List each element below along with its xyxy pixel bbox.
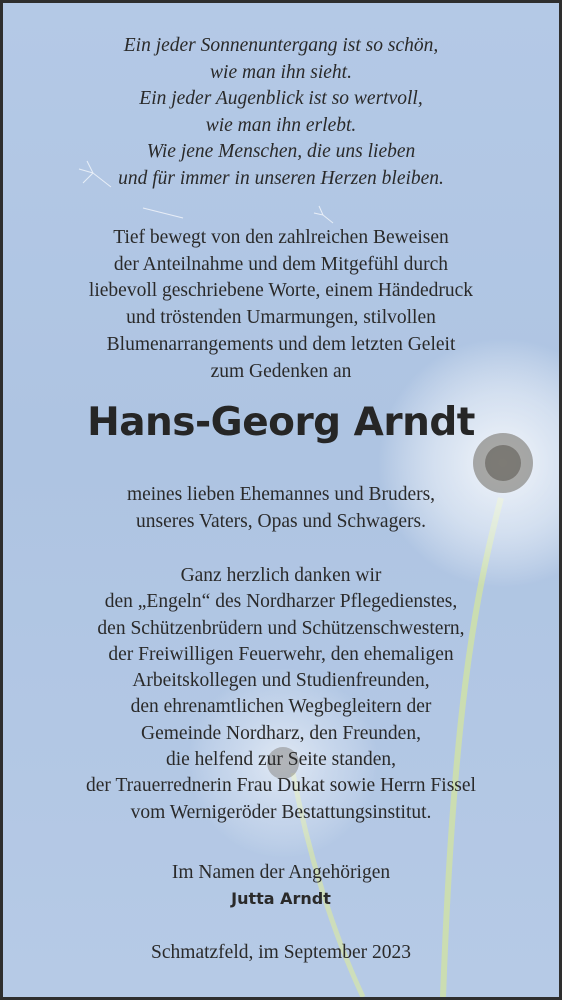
signature-line: Im Namen der Angehörigen bbox=[171, 862, 391, 883]
thanks-line: den ehrenamtlichen Wegbegleitern der bbox=[130, 696, 432, 718]
signature-name: Jutta Arndt bbox=[231, 889, 331, 908]
poem bbox=[3, 33, 559, 192]
thanks-line: den „Engeln“ des Nordharzer Pflegedienstes, bbox=[104, 591, 458, 613]
intro-line: Tief bewegt von den zahlreichen Beweisen bbox=[113, 227, 449, 248]
intro-line: zum Gedenken an bbox=[210, 360, 352, 382]
intro-text bbox=[3, 225, 559, 385]
thanks-line: Gemeinde Nordharz, den Freunden, bbox=[141, 722, 421, 744]
thanks-line: Ganz herzlich danken wir bbox=[180, 565, 382, 586]
thanks-line: der Freiwilligen Feuerwehr, den ehemaligen bbox=[108, 643, 454, 665]
thanks-line: vom Wernigeröder Bestattungsinstitut. bbox=[130, 801, 432, 823]
relation-line: meines lieben Ehemannes und Bruders, bbox=[126, 484, 436, 505]
thanks-line: der Trauerrednerin Frau Dukat sowie Herrn Fissel bbox=[86, 775, 476, 797]
thanks-line: den Schützenbrüdern und Schützenschwestern, bbox=[97, 617, 465, 639]
signature-block bbox=[3, 860, 559, 912]
poem-line: wie man ihn sieht. bbox=[210, 61, 352, 83]
poem-line: Ein jeder Augenblick ist so wertvoll, bbox=[139, 88, 423, 109]
relation-text bbox=[3, 482, 559, 535]
relation-line: unseres Vaters, Opas und Schwagers. bbox=[136, 510, 426, 532]
poem-line: und für immer in unseren Herzen bleiben. bbox=[118, 167, 444, 189]
intro-line: und tröstenden Umarmungen, stilvollen bbox=[126, 307, 436, 329]
intro-line: Blumenarrangements und dem letzten Geleit bbox=[106, 333, 456, 355]
deceased-name: Hans-Georg Arndt bbox=[87, 400, 475, 445]
thanks-line: Arbeitskollegen und Studienfreunden, bbox=[132, 670, 430, 692]
place-date: Schmatzfeld, im September 2023 bbox=[151, 942, 411, 963]
poem-line: Ein jeder Sonnenuntergang ist so schön, bbox=[123, 35, 439, 56]
thanks-text bbox=[3, 563, 559, 826]
intro-line: liebevoll geschriebene Worte, einem Händedruck bbox=[88, 280, 474, 302]
poem-line: Wie jene Menschen, die uns lieben bbox=[146, 141, 416, 162]
intro-line: der Anteilnahme und dem Mitgefühl durch bbox=[113, 253, 449, 275]
thanks-line: die helfend zur Seite standen, bbox=[165, 749, 397, 771]
poem-line: wie man ihn erlebt. bbox=[205, 114, 357, 136]
